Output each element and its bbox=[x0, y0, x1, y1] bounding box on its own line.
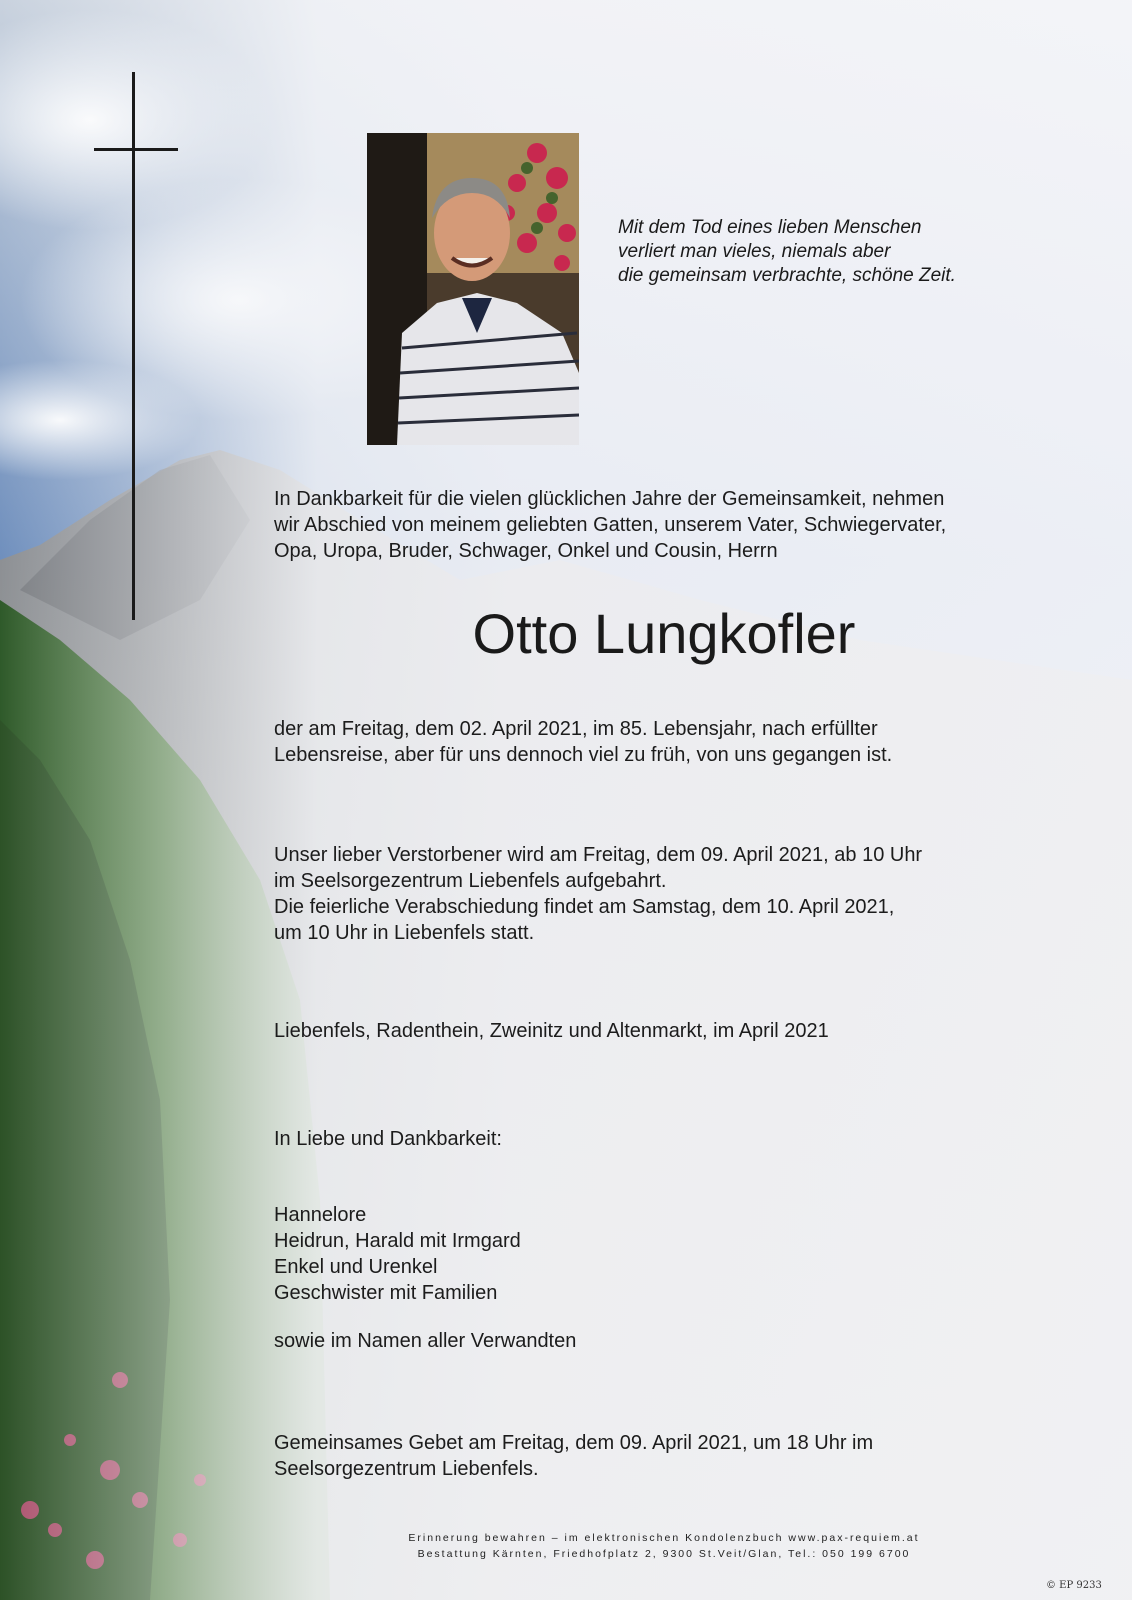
relatives-line bbox=[274, 1328, 1054, 1354]
footer-line-condolence: Erinnerung bewahren – im elektronischen Kondolenzbuch www.pax-requiem.at bbox=[408, 1532, 920, 1544]
mourners-heading-line: In Liebe und Dankbarkeit: bbox=[274, 1128, 502, 1150]
cross-icon bbox=[132, 72, 135, 620]
prayer-line: Gemeinsames Gebet am Freitag, dem 09. April 2021, um 18 Uhr im bbox=[274, 1432, 874, 1454]
prayer-line: Seelsorgezentrum Liebenfels. bbox=[274, 1458, 539, 1480]
ceremony-line: Unser lieber Verstorbener wird am Freitag, dem 09. April 2021, ab 10 Uhr bbox=[274, 844, 923, 866]
mourner-item: Enkel und Urenkel bbox=[274, 1256, 438, 1278]
relatives-text: sowie im Namen aller Verwandten bbox=[274, 1330, 577, 1352]
intro-line: Opa, Uropa, Bruder, Schwager, Onkel und Cousin, Herrn bbox=[274, 540, 778, 562]
footer bbox=[274, 1530, 1054, 1562]
quote-line: verliert man vieles, niemals aber bbox=[618, 241, 891, 262]
mourners-list bbox=[274, 1202, 1054, 1306]
death-notice-paragraph bbox=[274, 716, 1054, 768]
cross-icon-bar bbox=[94, 148, 178, 151]
intro-line: wir Abschied von meinem geliebten Gatten, unserem Vater, Schwiegervater, bbox=[274, 514, 947, 536]
intro-line: In Dankbarkeit für die vielen glücklichen Jahre der Gemeinsamkeit, nehmen bbox=[274, 488, 945, 510]
ceremony-paragraph bbox=[274, 842, 1054, 946]
ceremony-line: um 10 Uhr in Liebenfels statt. bbox=[274, 922, 535, 944]
mourner-item: Hannelore bbox=[274, 1204, 367, 1226]
place-date bbox=[274, 1018, 1054, 1044]
mourner-item: Heidrun, Harald mit Irmgard bbox=[274, 1230, 521, 1252]
ceremony-line: im Seelsorgezentrum Liebenfels aufgebahrt. bbox=[274, 870, 667, 892]
ceremony-line: Die feierliche Verabschiedung findet am Samstag, dem 10. April 2021, bbox=[274, 896, 895, 918]
death-notice-line: der am Freitag, dem 02. April 2021, im 85. Lebensjahr, nach erfüllter bbox=[274, 718, 878, 740]
prayer-paragraph bbox=[274, 1430, 1054, 1482]
place-date-line: Liebenfels, Radenthein, Zweinitz und Altenmarkt, im April 2021 bbox=[274, 1020, 829, 1042]
intro-paragraph bbox=[274, 486, 1054, 564]
footer-line-undertaker: Bestattung Kärnten, Friedhofplatz 2, 9300 St.Veit/Glan, Tel.: 050 199 6700 bbox=[417, 1548, 911, 1560]
document-code: © EP 9233 bbox=[1046, 1580, 1102, 1591]
memorial-quote bbox=[618, 216, 1088, 288]
mourner-item: Geschwister mit Familien bbox=[274, 1282, 498, 1304]
quote-line: Mit dem Tod eines lieben Menschen bbox=[618, 217, 922, 238]
deceased-name: Otto Lungkofler bbox=[472, 602, 856, 665]
death-notice-line: Lebensreise, aber für uns dennoch viel zu früh, von uns gegangen ist. bbox=[274, 744, 893, 766]
quote-line: die gemeinsam verbrachte, schöne Zeit. bbox=[618, 265, 956, 286]
portrait-photo bbox=[367, 133, 579, 445]
mourners-heading bbox=[274, 1126, 1054, 1152]
